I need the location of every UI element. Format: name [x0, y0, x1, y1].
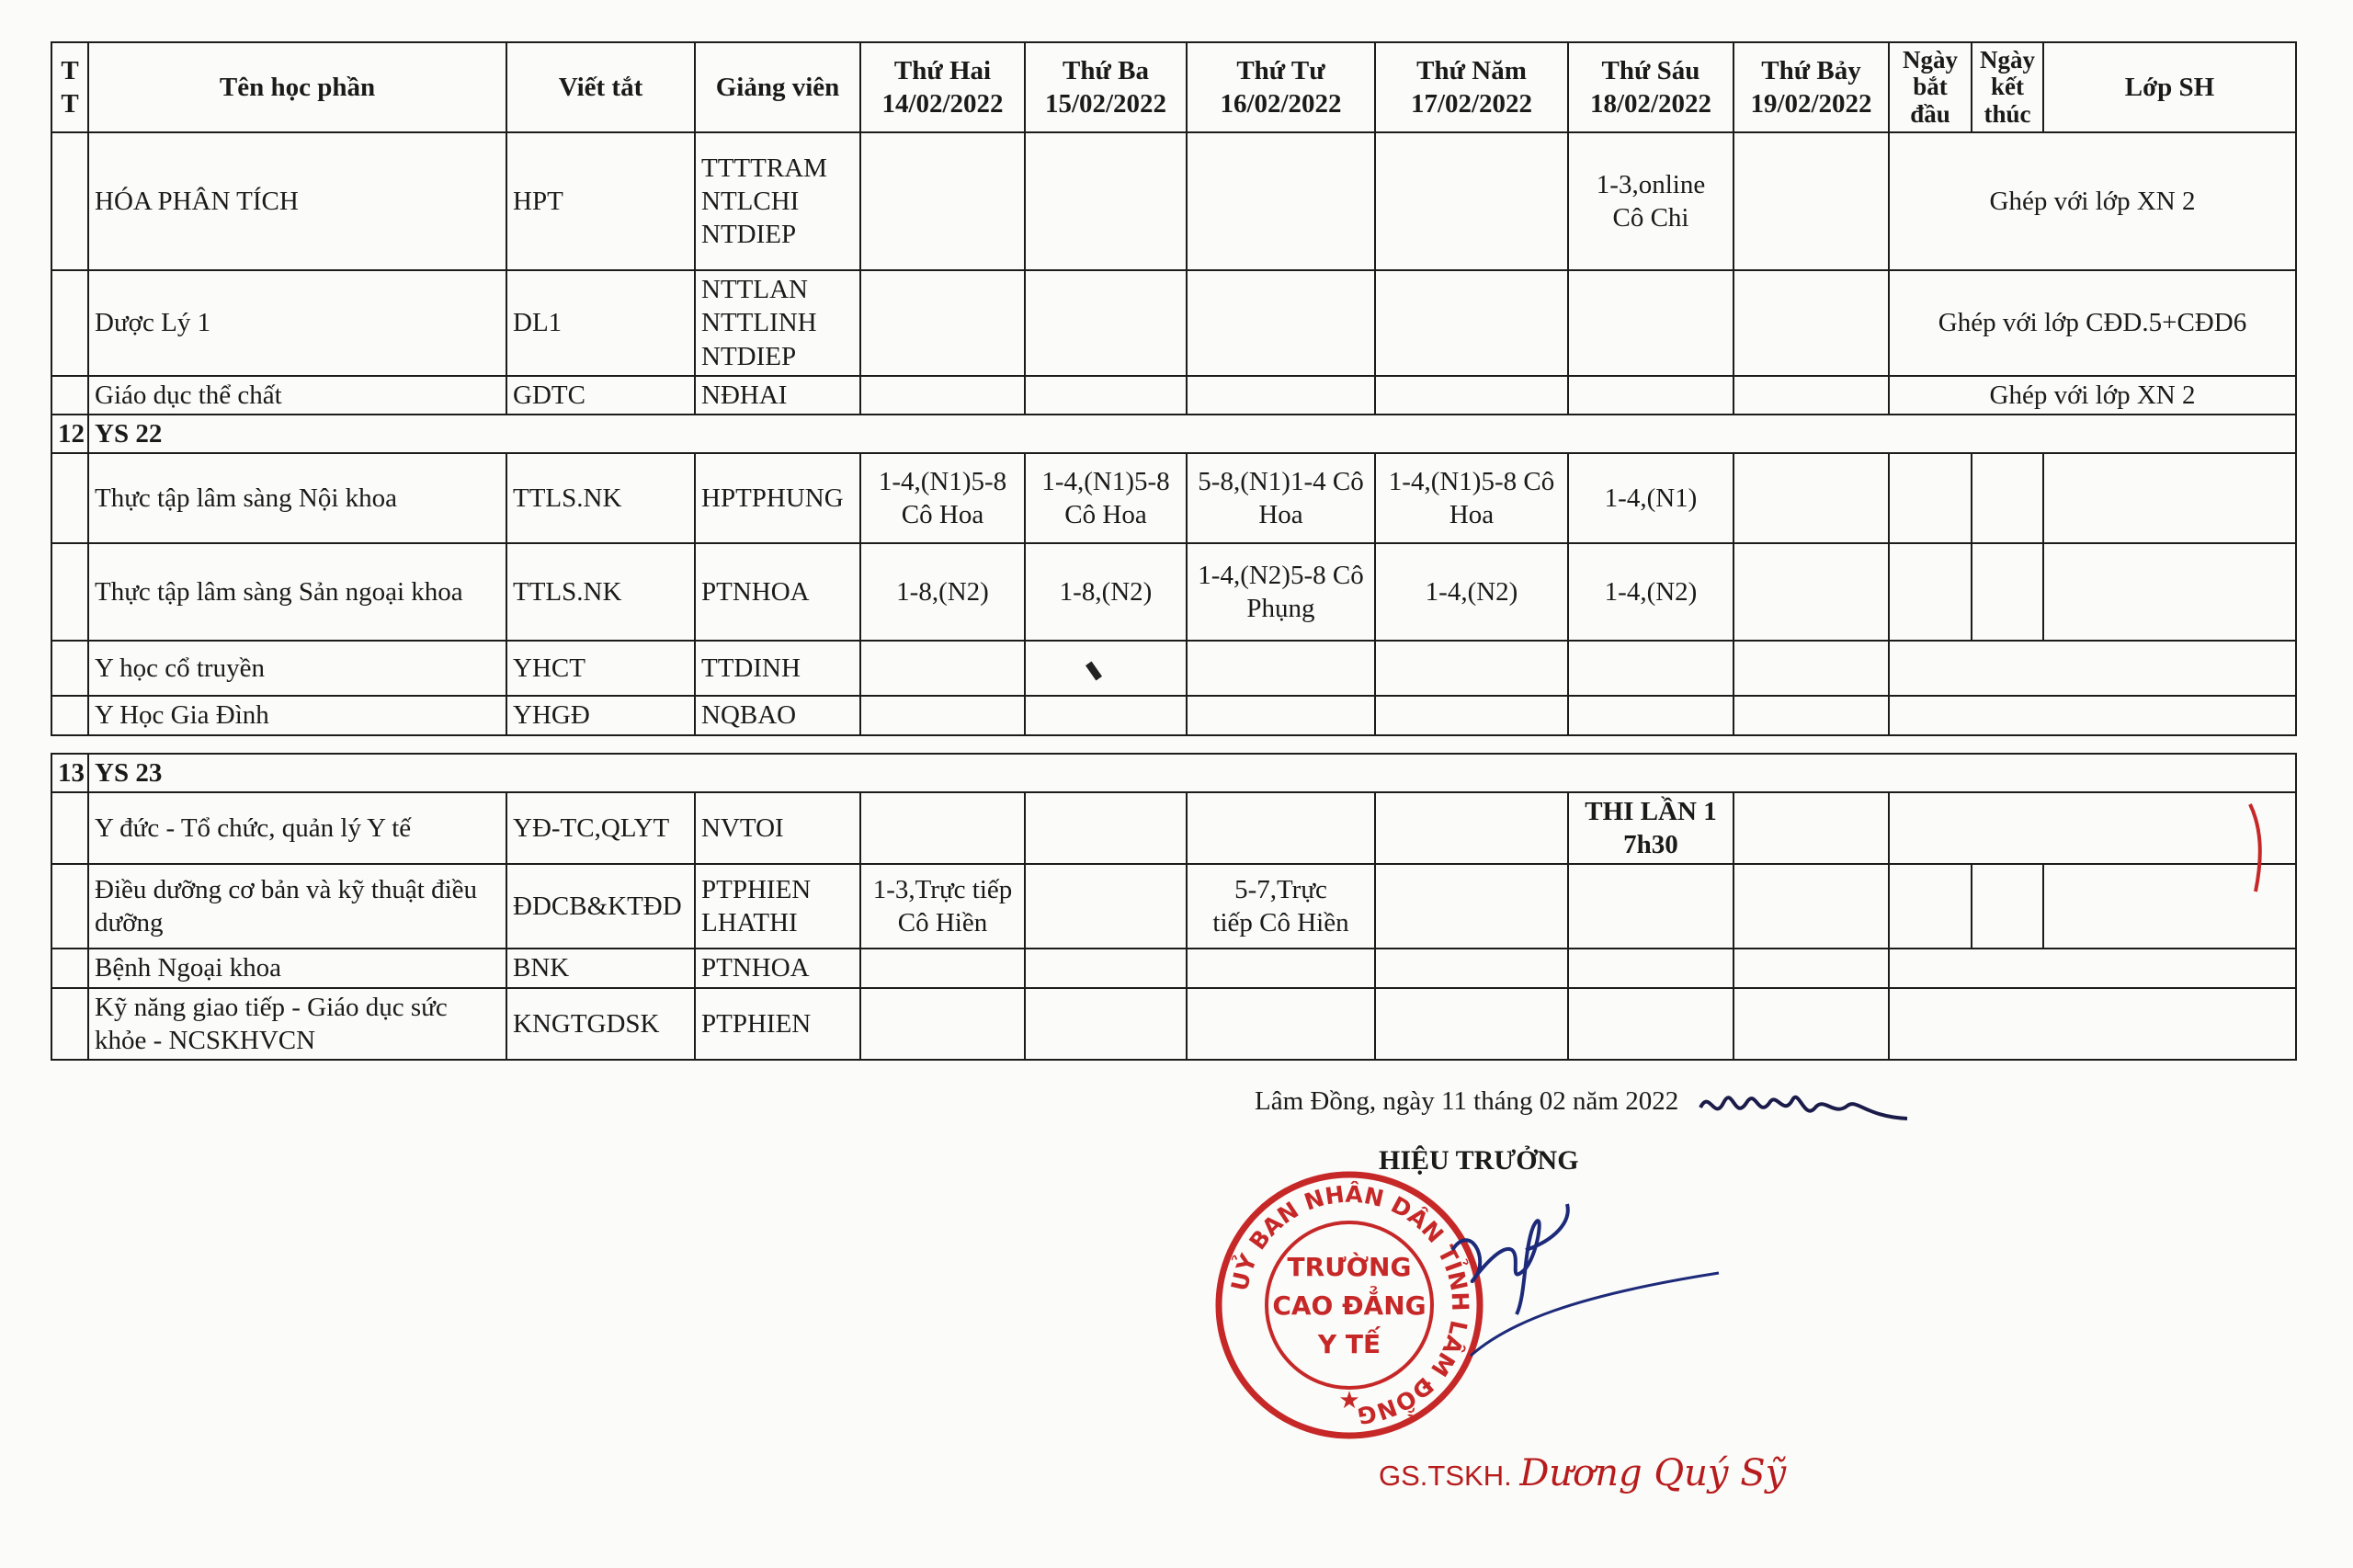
day-date: 15/02/2022 [1044, 89, 1167, 119]
group-label: YS 23 [88, 754, 2296, 792]
course-abbr: YĐ-TC,QLYT [506, 792, 695, 865]
course-lecturer: NVTOI [695, 792, 860, 865]
group-number: 12 [51, 415, 88, 453]
course-lecturer: TTDINH [695, 641, 860, 696]
stamp-star-icon: ★ [1338, 1387, 1360, 1415]
header-course-name: Tên học phần [88, 42, 506, 132]
schedule-cell-wed: 5-8,(N1)1-4 Cô Hoa [1187, 453, 1375, 543]
schedule-cell-tue: 1-8,(N2) [1025, 543, 1187, 641]
initials-signature [1696, 1080, 1916, 1135]
pen-mark [1086, 662, 1102, 681]
course-abbr: YHCT [506, 641, 695, 696]
schedule-cell-tue: 1-4,(N1)5-8 Cô Hoa [1025, 453, 1187, 543]
header-day-fri [1568, 42, 1733, 132]
day-name: Thứ Hai [893, 55, 992, 85]
footer-title: HIỆU TRƯỞNG [1379, 1145, 1579, 1176]
header-day-wed [1187, 42, 1375, 132]
signer-name: Dương Quý Sỹ [1519, 1452, 1787, 1494]
table-row [51, 132, 2296, 270]
course-abbr: BNK [506, 949, 695, 987]
schedule-sheet [51, 41, 2295, 1061]
schedule-table [51, 41, 2297, 1061]
day-name: Thứ Bảy [1761, 55, 1861, 85]
table-row [51, 949, 2296, 987]
course-name: Dược Lý 1 [88, 270, 506, 376]
schedule-cell-fri: 1-4,(N1) [1568, 453, 1733, 543]
header-row [51, 42, 2296, 132]
course-name: Y Học Gia Đình [88, 696, 506, 734]
course-name: Y học cổ truyền [88, 641, 506, 696]
schedule-cell-wed: 5-7,Trực tiếp Cô Hiền [1187, 864, 1375, 949]
exam-cell-fri: THI LẦN 1 7h30 [1568, 792, 1733, 865]
course-name: Bệnh Ngoại khoa [88, 949, 506, 987]
table-row [51, 376, 2296, 415]
course-abbr: TTLS.NK [506, 543, 695, 641]
course-name: Thực tập lâm sàng Sản ngoại khoa [88, 543, 506, 641]
day-name: Thứ Năm [1416, 55, 1527, 85]
section-gap [51, 735, 2296, 754]
day-name: Thứ Ba [1063, 55, 1149, 85]
table-row [51, 543, 2296, 641]
header-day-thu [1375, 42, 1568, 132]
merged-class-note: Ghép với lớp XN 2 [1889, 376, 2296, 415]
course-lecturer: TTTTRAM NTLCHI NTDIEP [695, 132, 860, 270]
day-name: Thứ Tư [1236, 55, 1325, 85]
day-date: 17/02/2022 [1410, 89, 1533, 119]
header-class: Lớp SH [2043, 42, 2296, 132]
group-label: YS 22 [88, 415, 2296, 453]
stamp-outer-textpath: UỶ BAN NHÂN DÂN TỈNH LÂM ĐỒNG [1225, 1180, 1474, 1429]
table-row [51, 696, 2296, 734]
course-lecturer: PTPHIEN [695, 988, 860, 1061]
schedule-cell-fri: 1-3,online Cô Chi [1568, 132, 1733, 270]
schedule-cell-thu: 1-4,(N2) [1375, 543, 1568, 641]
signer-block [1379, 1452, 1786, 1494]
signer-title: GS.TSKH. [1379, 1460, 1512, 1492]
header-lecturer: Giảng viên [695, 42, 860, 132]
day-date: 14/02/2022 [881, 89, 1004, 119]
table-row [51, 641, 2296, 696]
schedule-cell-mon: 1-8,(N2) [860, 543, 1025, 641]
margin-red-mark [2243, 800, 2270, 901]
course-lecturer: NTTLAN NTTLINH NTDIEP [695, 270, 860, 376]
course-lecturer: PTPHIEN LHATHI [695, 864, 860, 949]
header-day-sat [1733, 42, 1889, 132]
header-day-tue [1025, 42, 1187, 132]
header-abbreviation: Viết tắt [506, 42, 695, 132]
course-abbr: HPT [506, 132, 695, 270]
course-lecturer: PTNHOA [695, 543, 860, 641]
course-lecturer: PTNHOA [695, 949, 860, 987]
day-date: 16/02/2022 [1220, 89, 1342, 119]
course-abbr: YHGĐ [506, 696, 695, 734]
table-row [51, 453, 2296, 543]
group-header-row [51, 415, 2296, 453]
course-name: HÓA PHÂN TÍCH [88, 132, 506, 270]
course-name: Điều dưỡng cơ bản và kỹ thuật điều dưỡng [88, 864, 506, 949]
stamp-line2: CAO ĐẲNG [1272, 1290, 1427, 1321]
course-abbr: TTLS.NK [506, 453, 695, 543]
group-number: 13 [51, 754, 88, 792]
day-date: 19/02/2022 [1750, 89, 1872, 119]
merged-class-note: Ghép với lớp XN 2 [1889, 132, 2296, 270]
schedule-cell-thu: 1-4,(N1)5-8 Cô Hoa [1375, 453, 1568, 543]
table-row [51, 864, 2296, 949]
schedule-cell-fri: 1-4,(N2) [1568, 543, 1733, 641]
header-day-mon [860, 42, 1025, 132]
table-row [51, 988, 2296, 1061]
principal-signature [1434, 1186, 1728, 1360]
merged-class-note: Ghép với lớp CĐD.5+CĐD6 [1889, 270, 2296, 376]
course-name: Kỹ năng giao tiếp - Giáo dục sức khỏe - NCSKHVCN [88, 988, 506, 1061]
course-abbr: KNGTGDSK [506, 988, 695, 1061]
course-abbr: ĐDCB&KTĐD [506, 864, 695, 949]
course-abbr: GDTC [506, 376, 695, 415]
course-abbr: DL1 [506, 270, 695, 376]
course-lecturer: NQBAO [695, 696, 860, 734]
schedule-cell-mon: 1-4,(N1)5-8 Cô Hoa [860, 453, 1025, 543]
schedule-cell-wed: 1-4,(N2)5-8 Cô Phụng [1187, 543, 1375, 641]
header-start-date: Ngày bắt đầu [1889, 42, 1972, 132]
table-row [51, 792, 2296, 865]
header-end-date: Ngày kết thúc [1972, 42, 2043, 132]
day-date: 18/02/2022 [1589, 89, 1712, 119]
stamp-line3: Y TẾ [1317, 1329, 1381, 1359]
course-lecturer: HPTPHUNG [695, 453, 860, 543]
course-name: Thực tập lâm sàng Nội khoa [88, 453, 506, 543]
footer-date-line: Lâm Đồng, ngày 11 tháng 02 năm 2022 [1255, 1086, 1679, 1116]
course-name: Y đức - Tổ chức, quản lý Y tế [88, 792, 506, 865]
course-name: Giáo dục thể chất [88, 376, 506, 415]
day-name: Thứ Sáu [1601, 55, 1700, 85]
course-lecturer: NĐHAI [695, 376, 860, 415]
table-row [51, 270, 2296, 376]
schedule-cell-mon: 1-3,Trực tiếp Cô Hiền [860, 864, 1025, 949]
stamp-line1: TRƯỜNG [1287, 1252, 1412, 1282]
group-header-row [51, 754, 2296, 792]
header-tt: T T [51, 42, 88, 132]
